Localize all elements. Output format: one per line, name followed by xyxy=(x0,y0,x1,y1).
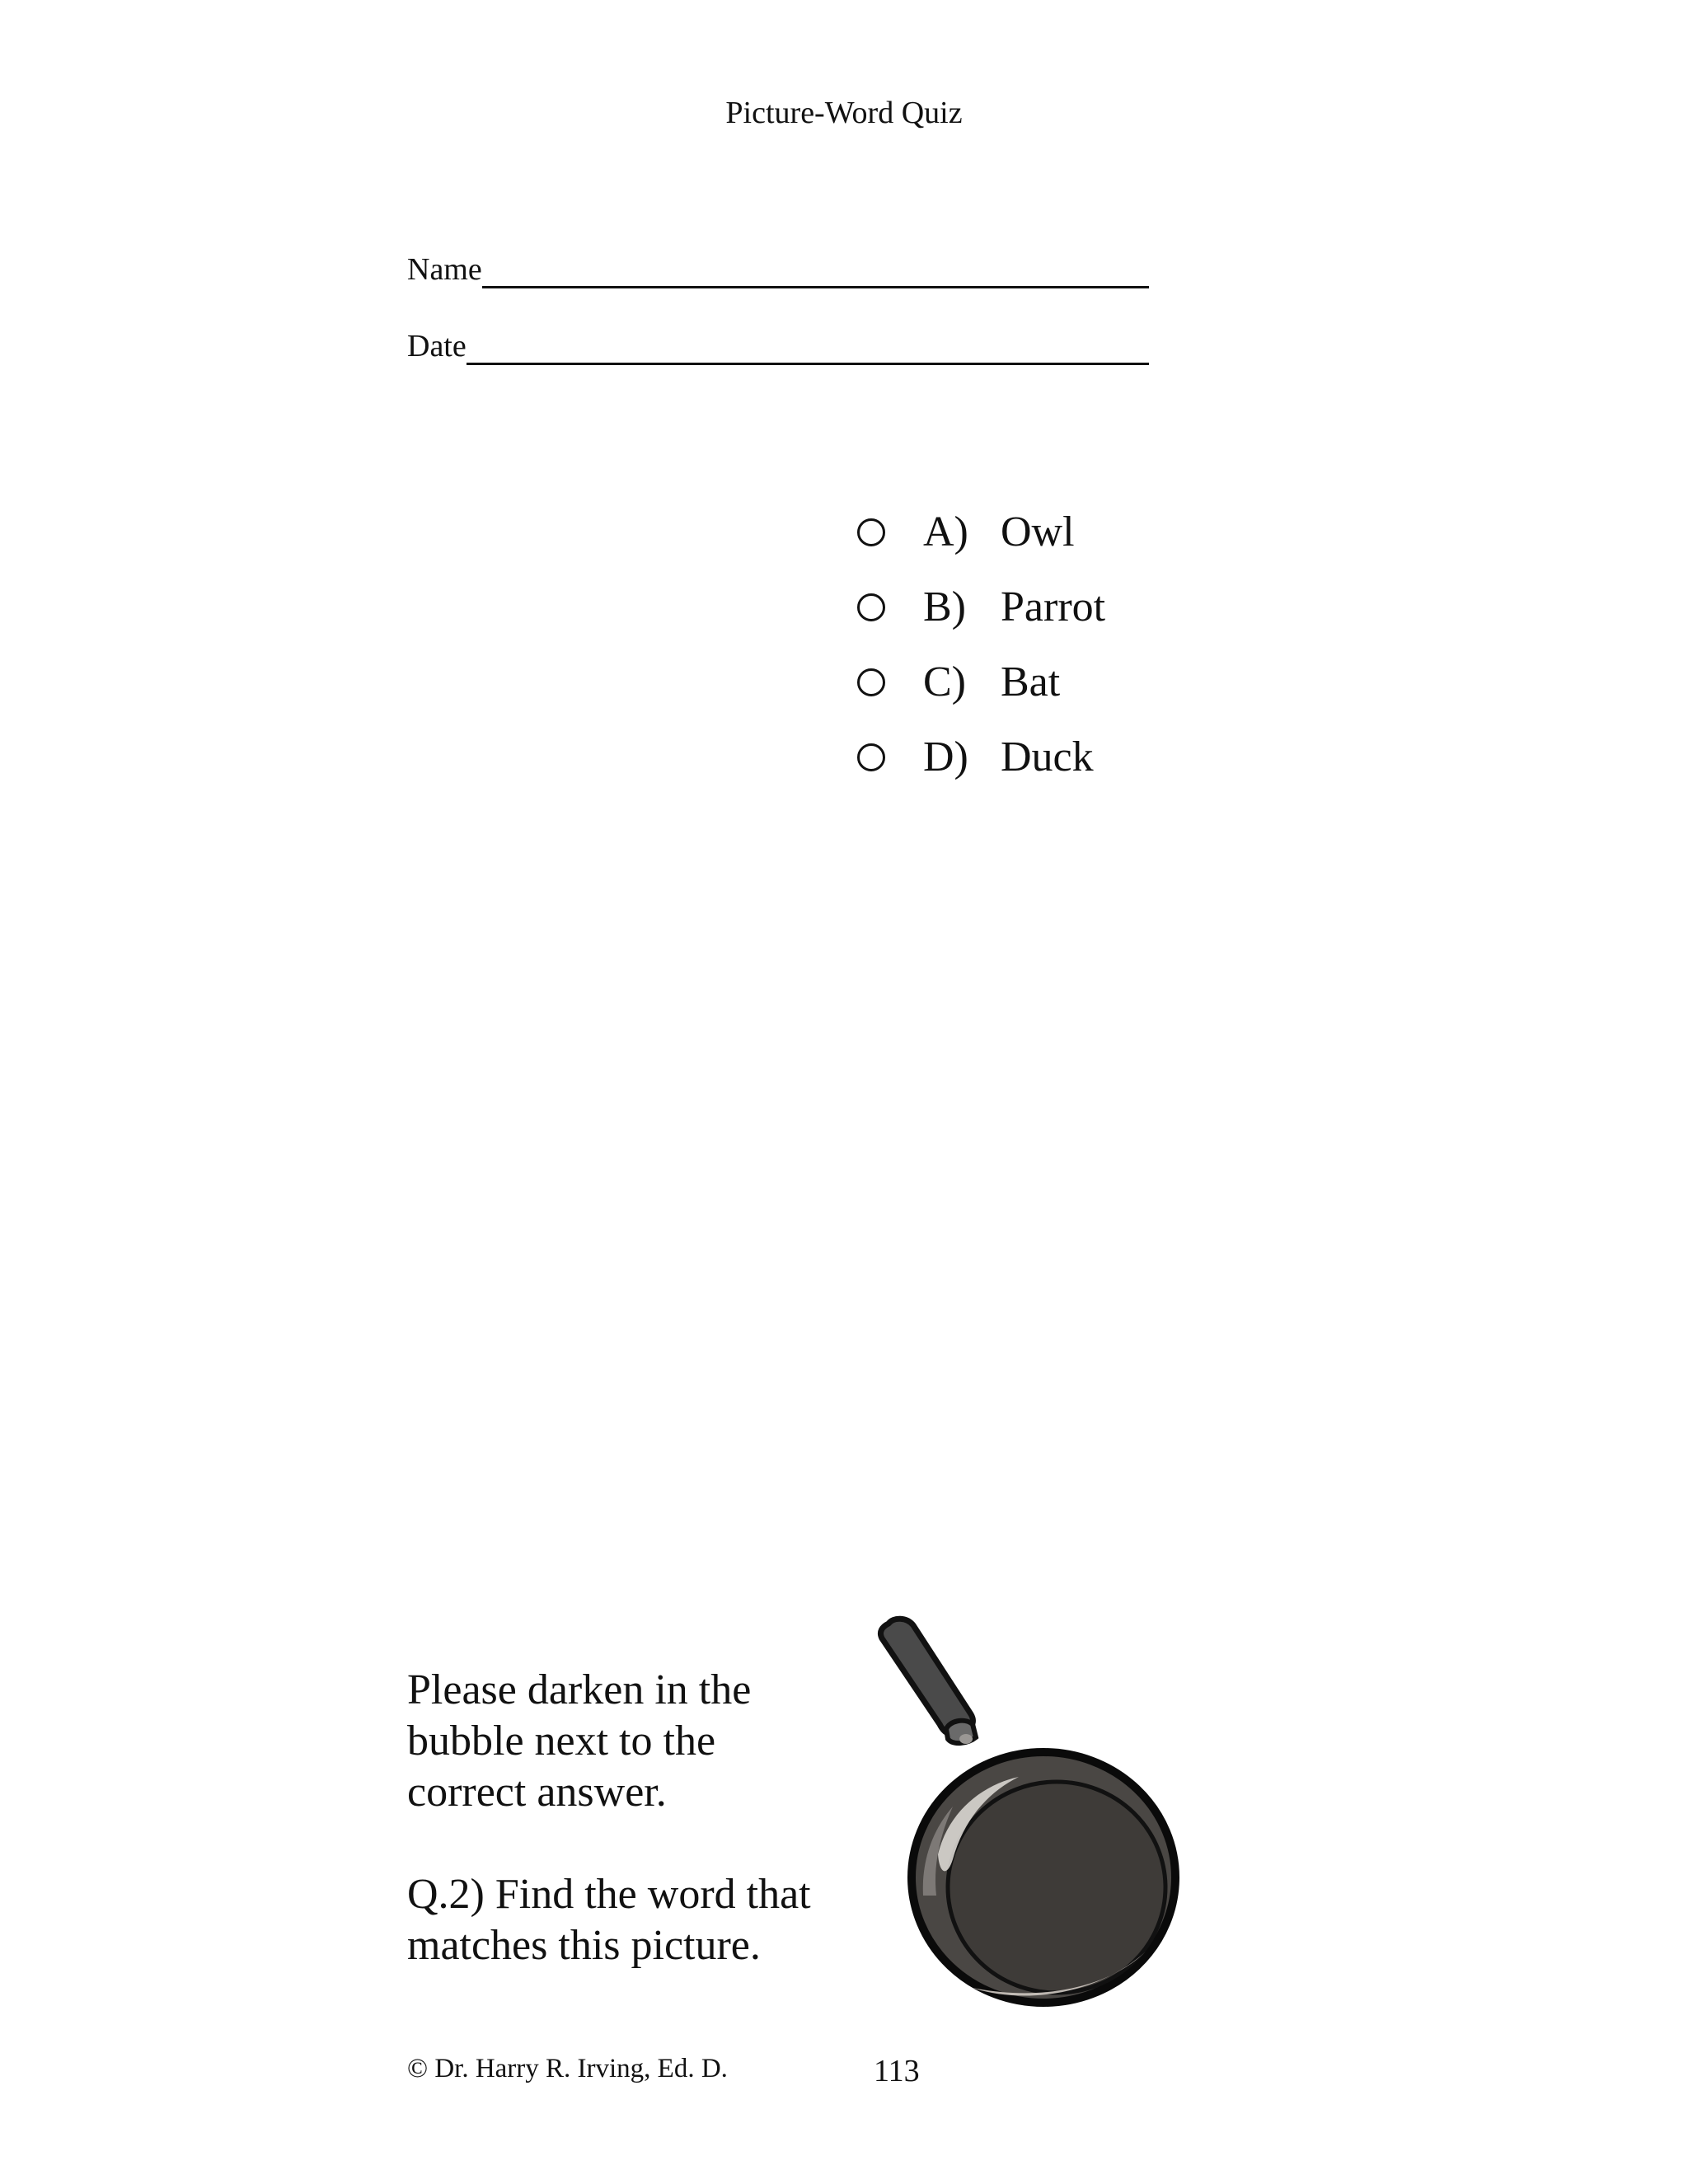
option-letter: B) xyxy=(923,583,966,630)
frying-pan-icon xyxy=(874,1615,1187,2011)
option-a[interactable] xyxy=(857,511,1075,554)
answer-bubble[interactable] xyxy=(857,593,885,621)
option-word: Parrot xyxy=(1001,583,1106,630)
question-prompt-line: Q.2) Find the word that xyxy=(407,1871,811,1918)
option-letter: C) xyxy=(923,658,966,705)
instruction-line: correct answer. xyxy=(407,1769,667,1816)
page-number: 113 xyxy=(874,2054,920,2088)
date-field[interactable] xyxy=(407,330,1149,362)
date-label: Date xyxy=(407,329,467,363)
answer-bubble[interactable] xyxy=(857,518,885,546)
option-d[interactable] xyxy=(857,733,1094,780)
answer-bubble[interactable] xyxy=(857,743,885,771)
option-word: Bat xyxy=(1001,658,1061,705)
instruction-line: bubble next to the xyxy=(407,1718,716,1765)
answer-bubble[interactable] xyxy=(857,668,885,696)
name-blank-line[interactable] xyxy=(482,255,1149,288)
instruction-line: Please darken in the xyxy=(407,1666,752,1713)
option-letter: A) xyxy=(923,509,968,555)
question-prompt-line: matches this picture. xyxy=(407,1922,761,1969)
option-c[interactable] xyxy=(857,658,1061,705)
instructions-block xyxy=(407,1665,869,1971)
option-word: Owl xyxy=(1001,509,1075,555)
option-word: Duck xyxy=(1001,733,1094,780)
option-b[interactable] xyxy=(857,583,1106,630)
name-label: Name xyxy=(407,252,482,287)
date-blank-line[interactable] xyxy=(467,331,1149,365)
page-title: Picture-Word Quiz xyxy=(725,96,963,130)
option-letter: D) xyxy=(923,733,968,780)
name-field[interactable] xyxy=(407,254,1149,285)
copyright-notice: © Dr. Harry R. Irving, Ed. D. xyxy=(407,2054,728,2083)
